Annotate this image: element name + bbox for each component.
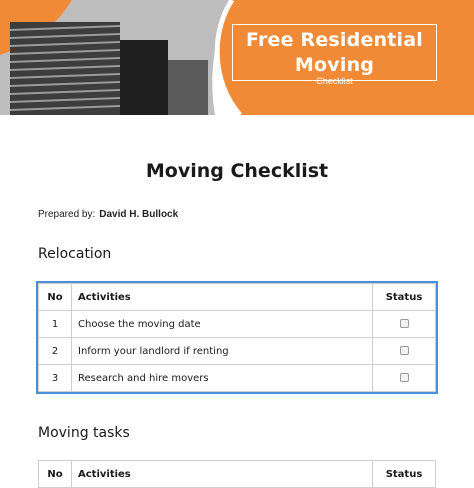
page-title: Moving Checklist [145,160,329,182]
status-checkbox[interactable] [400,373,409,382]
section-heading-relocation: Relocation [38,246,112,262]
table-header-row [39,284,436,311]
header-banner [0,0,474,115]
status-checkbox[interactable] [400,346,409,355]
building-annex [168,60,208,115]
column-header-status: Status [373,284,436,311]
table-row [39,338,436,365]
relocation-table [38,283,436,392]
prepared-by-label: Prepared by: [38,209,96,220]
row-number: 2 [39,338,72,365]
banner-title: Free Residential Moving [245,29,423,76]
banner-subtitle: Checklist [316,76,353,86]
column-header-activities: Activities [72,461,373,488]
table-row [39,311,436,338]
column-header-no: No [39,461,72,488]
row-number: 3 [39,365,72,392]
status-checkbox[interactable] [400,319,409,328]
row-status-cell [373,365,436,392]
row-activity: Choose the moving date [72,311,373,338]
moving-tasks-table [38,460,436,488]
banner-title-box [232,24,437,81]
building-tower [120,40,168,115]
row-status-cell [373,338,436,365]
prepared-by-name: David H. Bullock [99,209,179,220]
row-status-cell [373,311,436,338]
prepared-by-line [38,209,178,220]
table-row [39,365,436,392]
row-number: 1 [39,311,72,338]
row-activity: Research and hire movers [72,365,373,392]
table-header-row [39,461,436,488]
column-header-no: No [39,284,72,311]
row-activity: Inform your landlord if renting [72,338,373,365]
column-header-activities: Activities [72,284,373,311]
section-heading-moving-tasks: Moving tasks [38,425,130,441]
column-header-status: Status [373,461,436,488]
